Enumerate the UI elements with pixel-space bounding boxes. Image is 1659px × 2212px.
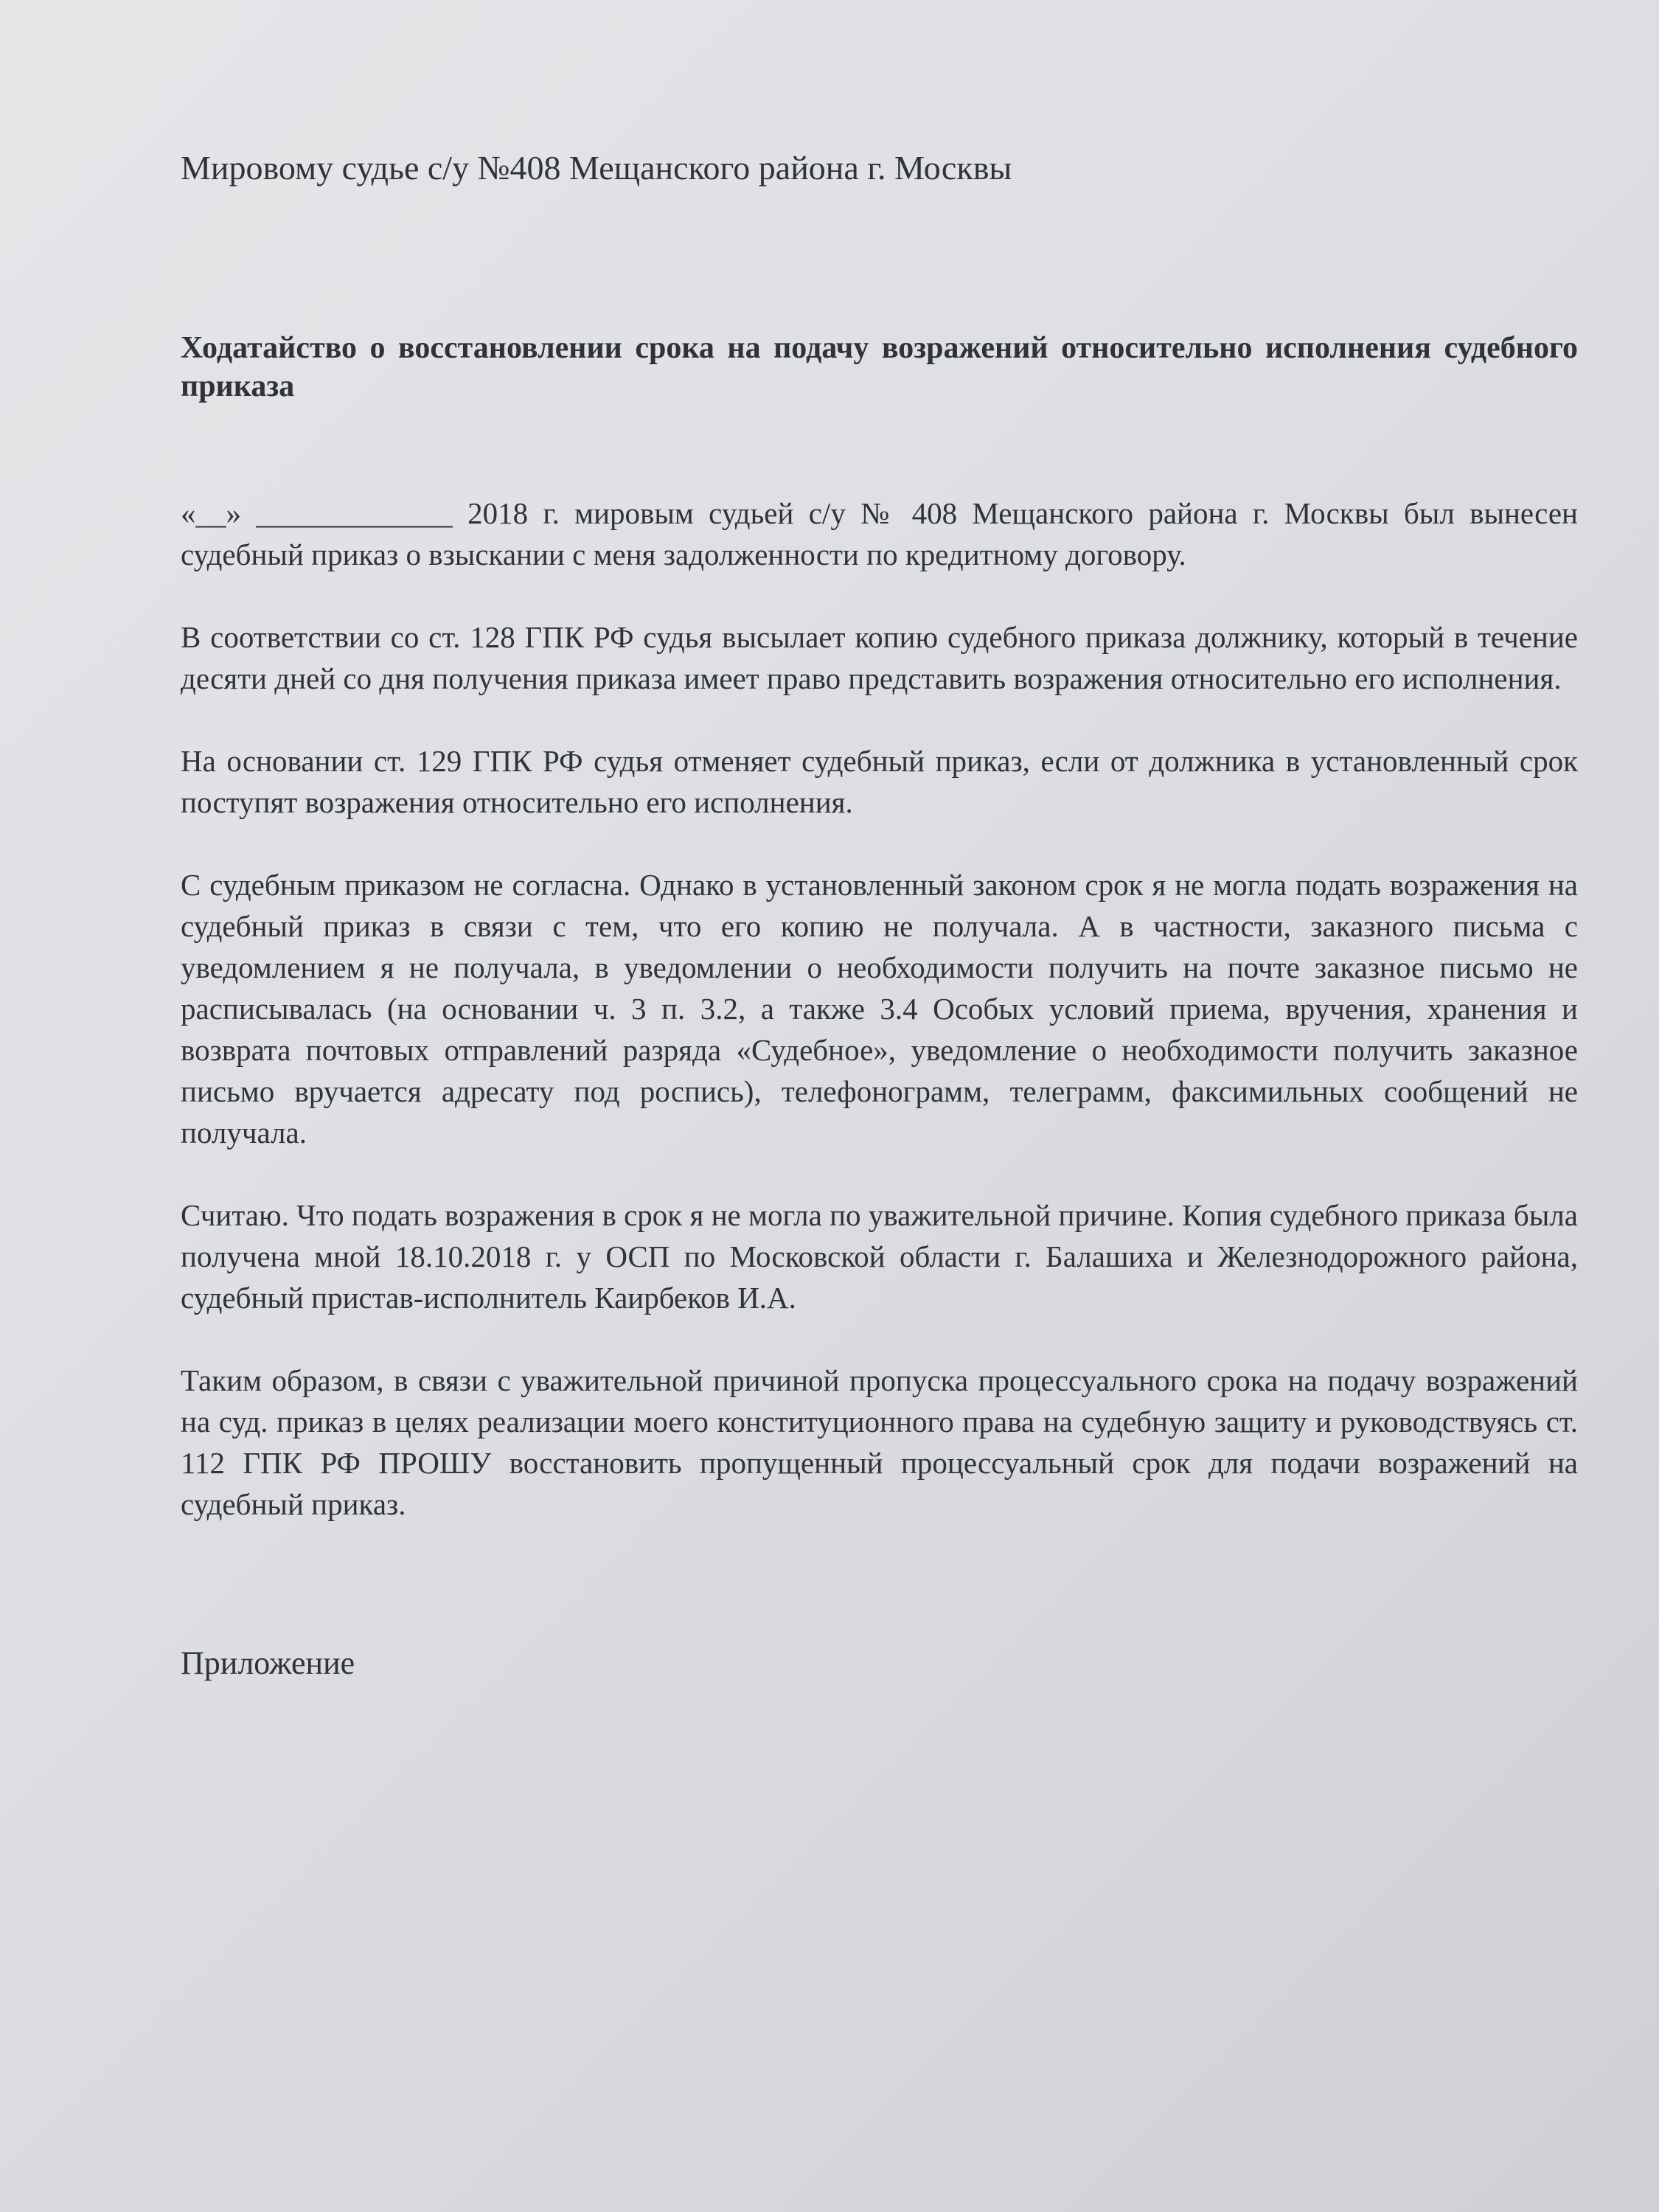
paragraph-valid-reason: Считаю. Что подать возражения в срок я не могла по уважительной причине. Копия судебного приказа была получена мной 18.10.2018 г. у ОСП по Московской области г. Балашиха и Железнодорожного района, судебный пристав-исполнитель Каирбеков И.А. [181,1198,1578,1315]
paragraph-disagreement: С судебным приказом не согласна. Однако в установленный законом срок я не могла подать возражения на судебный приказ в связи с тем, что его копию не получала. А в частности, заказного письма с уведомлением я не получала, в уведомлении о необходимости получить на почте заказное письмо не расписывалась (на основании ч. 3 п. 3.2, а также 3.4 Особых условий приема, вручения, хранения и возврата почтовых отправлений разряда «Судебное», уведомление о необходимости получить заказное письмо вручается адресату под роспись), телефонограмм, телеграмм, факсимильных сообщений не получала. [181,868,1578,1150]
document-title: Ходатайство о восстановлении срока на подачу возражений относительно исполнения судебного приказа [181,331,1578,403]
paragraph-request: Таким образом, в связи с уважительной причиной пропуска процессуального срока на подачу возражений на суд. приказ в целях реализации моего конституционного права на судебную защиту и руководствуясь ст. 112 ГПК РФ ПРОШУ восстановить пропущенный процессуальный срок для подачи возражений на судебный приказ. [181,1363,1578,1521]
paragraph-court-order: «__» _____________ 2018 г. мировым судьей с/у № 408 Мещанского района г. Москвы был вынесен судебный приказ о взыскании с меня задолженности по кредитному договору. [181,496,1578,571]
paragraph-article-128: В соответствии со ст. 128 ГПК РФ судья высылает копию судебного приказа должнику, который в течение десяти дней со дня получения приказа имеет право представить возражения относительно его исполнения. [181,620,1578,695]
paragraph-article-129: На основании ст. 129 ГПК РФ судья отменяет судебный приказ, если от должника в установленный срок поступят возражения относительно его исполнения. [181,744,1578,819]
document-body [181,493,1578,1525]
appendix-label: Приложение [181,1645,355,1681]
addressee-line: Мировому судье с/у №408 Мещанского района г. Москвы [181,149,1012,187]
